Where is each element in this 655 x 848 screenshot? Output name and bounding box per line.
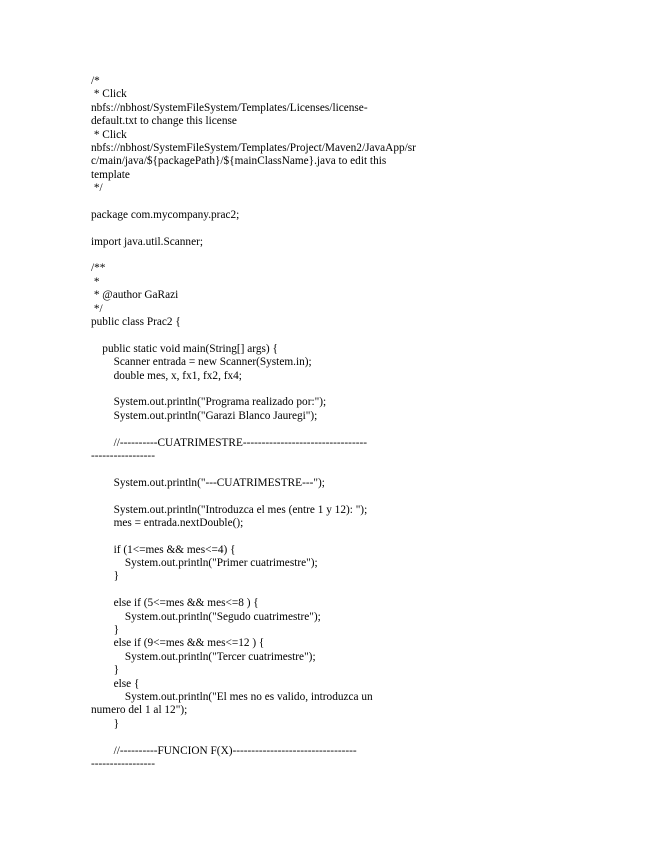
blank-line — [91, 530, 571, 543]
code-line: System.out.println("El mes no es valido, introduzca un — [91, 690, 373, 703]
blank-line — [91, 463, 571, 476]
code-line: default.txt to change this license — [91, 115, 237, 128]
blank-line — [91, 584, 571, 597]
code-line: c/main/java/${packagePath}/${mainClassName}.java to edit this — [91, 155, 387, 168]
code-line: double mes, x, fx1, fx2, fx4; — [91, 369, 242, 382]
code-line: ----------------- — [91, 449, 155, 462]
blank-line — [91, 196, 571, 209]
code-line: numero del 1 al 12"); — [91, 704, 188, 717]
code-line: package com.mycompany.prac2; — [91, 208, 240, 221]
code-line: */ — [91, 182, 103, 195]
code-line: System.out.println("Garazi Blanco Jauregi"); — [91, 409, 318, 422]
code-line: /** — [91, 262, 106, 275]
code-line: ----------------- — [91, 757, 155, 770]
blank-line — [91, 731, 571, 744]
code-line: System.out.println("Primer cuatrimestre"); — [91, 557, 318, 570]
blank-line — [91, 249, 571, 262]
code-line: */ — [91, 302, 103, 315]
code-line: //----------CUATRIMESTRE--------------------------------- — [91, 436, 367, 449]
code-line: System.out.println("Programa realizado por:"); — [91, 396, 327, 409]
code-line: System.out.println("---CUATRIMESTRE---"); — [91, 476, 325, 489]
code-line: nbfs://nbhost/SystemFileSystem/Templates/Licenses/license- — [91, 101, 368, 114]
code-line: System.out.println("Segudo cuatrimestre"); — [91, 610, 321, 623]
blank-line — [91, 222, 571, 235]
code-line: } — [91, 624, 120, 637]
code-line: else { — [91, 677, 140, 690]
code-line: else if (5<=mes && mes<=8 ) { — [91, 597, 259, 610]
code-line: template — [91, 168, 130, 181]
code-line: /* — [91, 75, 100, 87]
code-line: nbfs://nbhost/SystemFileSystem/Templates/Project/Maven2/JavaApp/sr — [91, 141, 416, 154]
code-line: mes = entrada.nextDouble(); — [91, 516, 244, 529]
code-line: //----------FUNCION F(X)--------------------------------- — [91, 744, 357, 757]
blank-line — [91, 383, 571, 396]
code-line: import java.util.Scanner; — [91, 235, 203, 248]
code-line: public static void main(String[] args) { — [91, 342, 278, 355]
code-line: } — [91, 664, 120, 677]
code-line: } — [91, 717, 120, 730]
blank-line — [91, 490, 571, 503]
code-line: * Click — [91, 128, 127, 141]
code-line: System.out.println("Introduzca el mes (entre 1 y 12): "); — [91, 503, 368, 516]
code-listing — [91, 75, 571, 771]
blank-line — [91, 329, 571, 342]
code-line: } — [91, 570, 120, 583]
code-line: * Click — [91, 88, 127, 101]
blank-line — [91, 423, 571, 436]
code-line: * — [91, 275, 100, 288]
code-line: public class Prac2 { — [91, 316, 181, 329]
code-line: * @author GaRazi — [91, 289, 179, 302]
code-line: else if (9<=mes && mes<=12 ) { — [91, 637, 265, 650]
code-line: System.out.println("Tercer cuatrimestre"); — [91, 650, 316, 663]
code-line: Scanner entrada = new Scanner(System.in); — [91, 356, 312, 369]
code-line: if (1<=mes && mes<=4) { — [91, 543, 236, 556]
